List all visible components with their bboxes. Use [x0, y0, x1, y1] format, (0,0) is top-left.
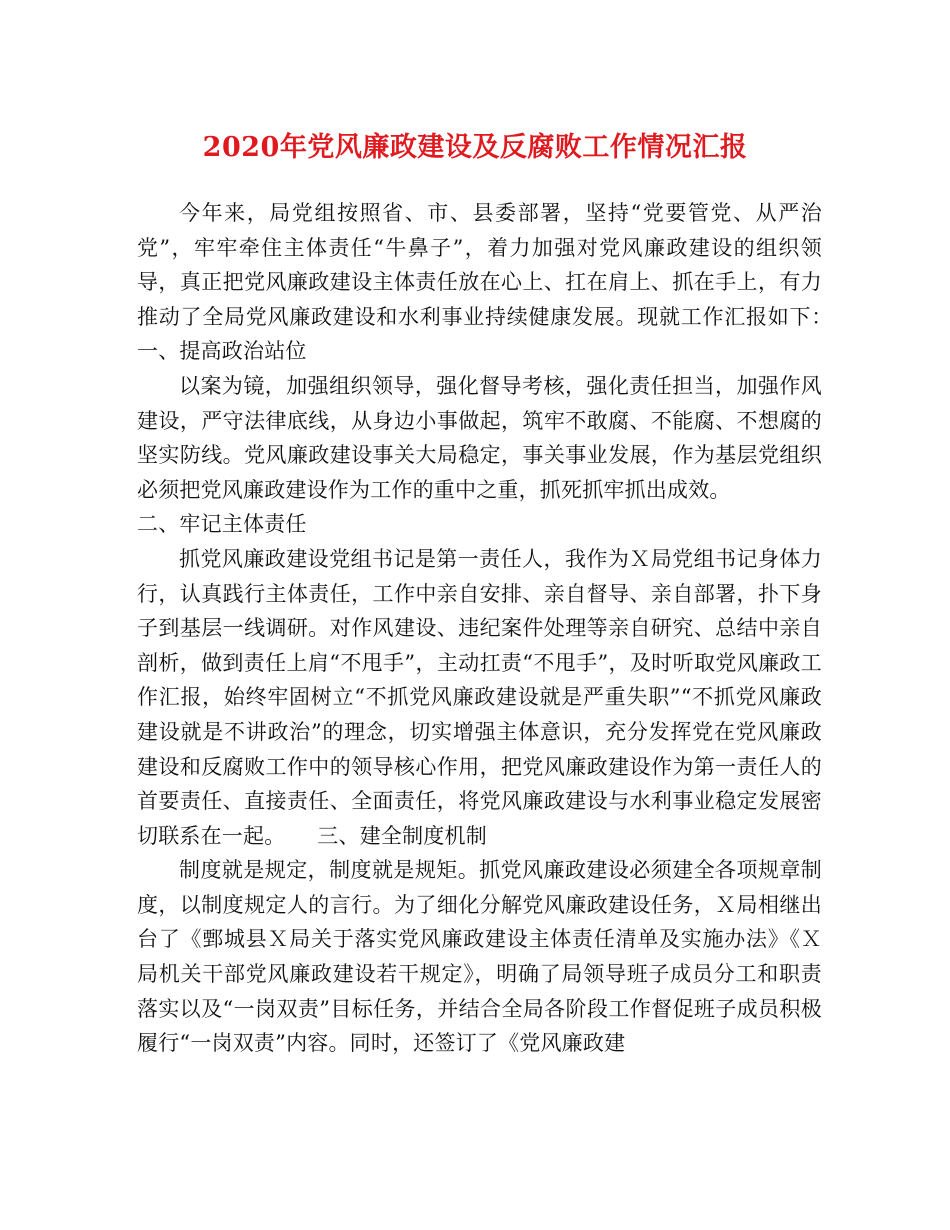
paragraph-political-stance: 以案为镜，加强组织领导，强化督导考核，强化责任担当，加强作风建设，严守法律底线，从身边小事做起，筑牢不敢腐、不能腐、不想腐的坚实防线。党风廉政建设事关大局稳定，事关事业发展，作为基层党组织必须把党风廉政建设作为工作的重中之重，抓死抓牢抓出成效。 — [137, 373, 822, 502]
paragraph-intro: 今年来，局党组按照省、市、县委部署，坚持“党要管党、从严治党”，牢牢牵住主体责任“牛鼻子”，着力加强对党风廉政建设的组织领导，真正把党风廉政建设主体责任放在心上、扛在肩上、抓在手上，有力推动了全局党风廉政建设和水利事业持续健康发展。现就工作汇报如下： 一、提高政治站位 — [137, 201, 865, 364]
document-body — [137, 196, 865, 1061]
paragraph-system-mechanism: 制度就是规定，制度就是规矩。抓党风廉政建设必须建全各项规章制度，以制度规定人的言行。为了细化分解党风廉政建设任务，Ｘ局相继出台了《鄄城县Ｘ局关于落实党风廉政建设主体责任清单及实施办法》《Ｘ局机关干部党风廉政建设若干规定》，明确了局领导班子成员分工和职责落实以及“一岗双责”目标任务，并结合全局各阶段工作督促班子成员积极履行“一岗双责”内容。同时，还签订了《党风廉政建 — [137, 858, 822, 1056]
document-title: 2020年党风廉政建设及反腐败工作情况汇报 — [202, 132, 748, 163]
section-heading-main-responsibility: 二、牢记主体责任 — [137, 512, 307, 537]
paragraph-main-responsibility: 抓党风廉政建设党组书记是第一责任人，我作为Ｘ局党组书记身体力行，认真践行主体责任，工作中亲自安排、亲自督导、亲自部署，扑下身子到基层一线调研。对作风建设、违纪案件处理等亲自研究、总结中亲自剖析，做到责任上肩“不甩手”，主动扛责“不甩手”，及时听取党风廉政工作汇报，始终牢固树立“不抓党风廉政建设就是严重失职”“不抓党风廉政建设就是不讲政治”的理念，切实增强主体意识，充分发挥党在党风廉政建设和反腐败工作中的领导核心作用，把党风廉政建设作为第一责任人的首要责任、直接责任、全面责任，将党风廉政建设与水利事业稳定发展密切联系在一起。 三、建全制度机制 — [137, 546, 822, 848]
